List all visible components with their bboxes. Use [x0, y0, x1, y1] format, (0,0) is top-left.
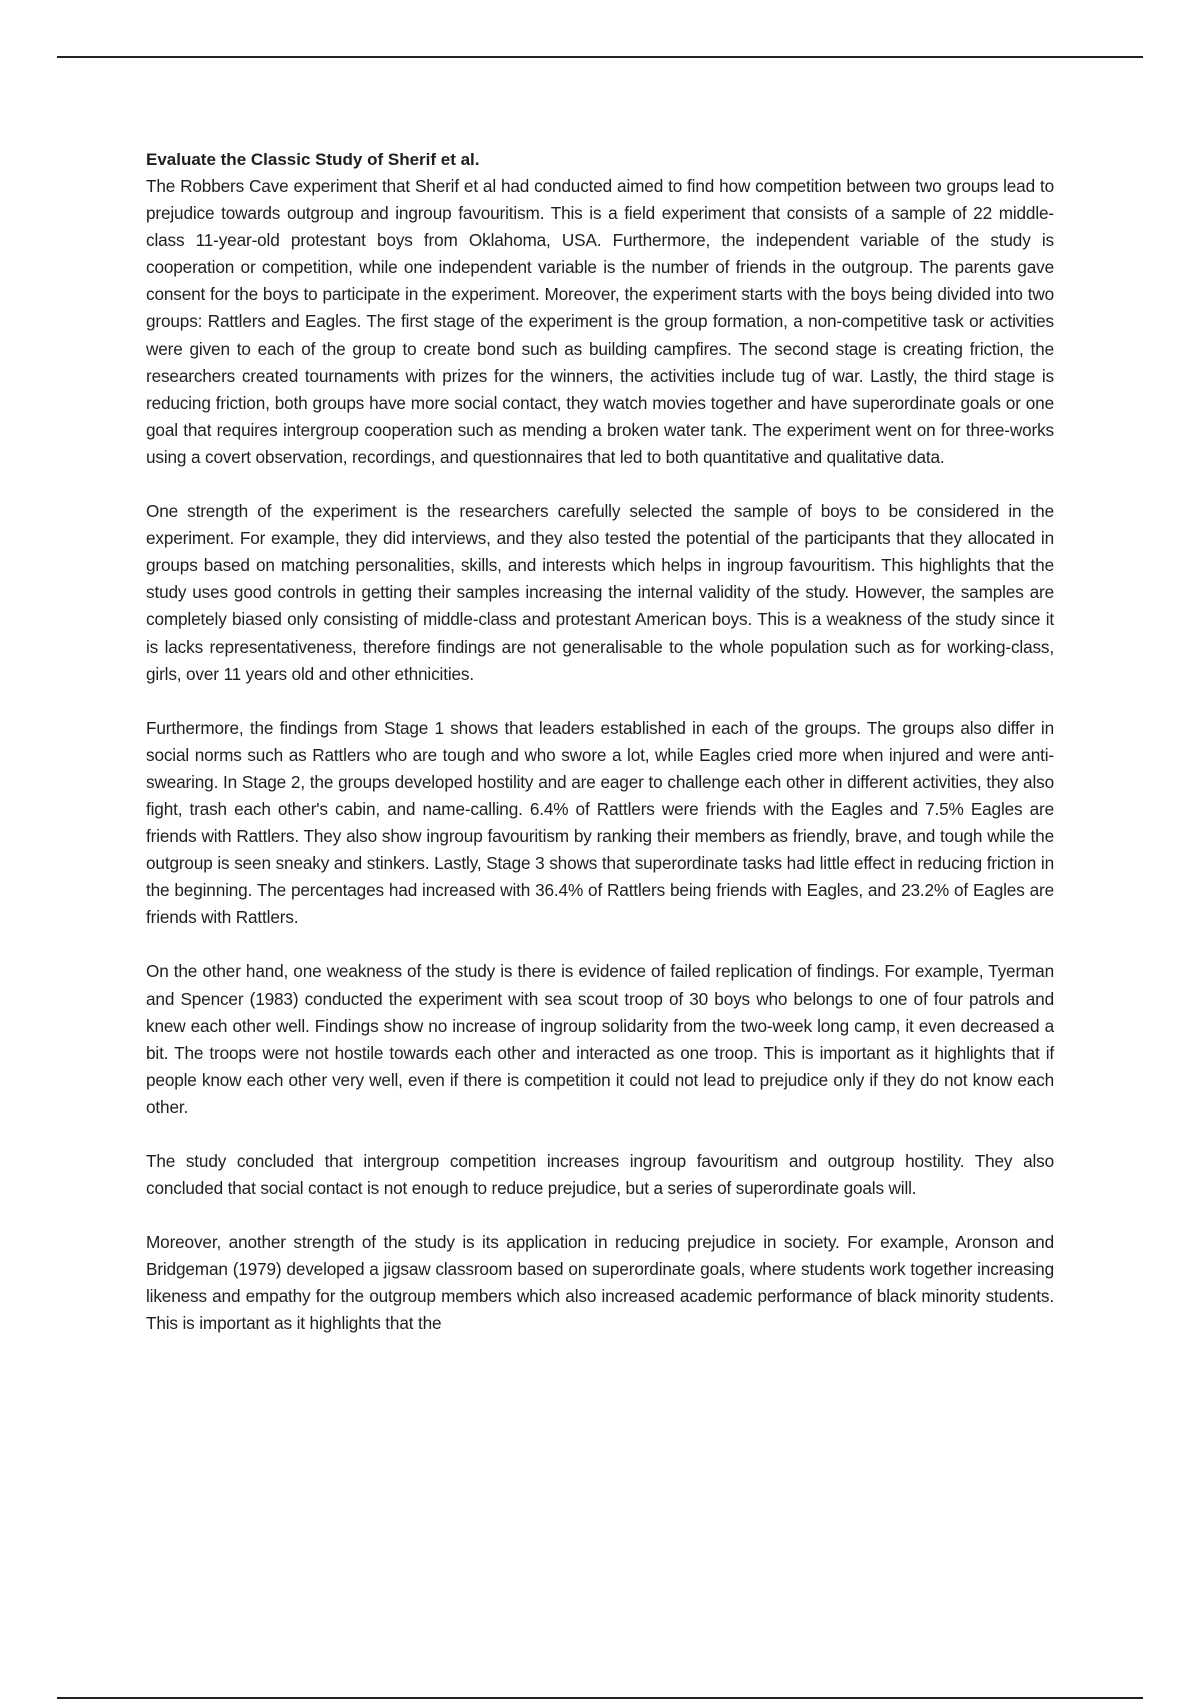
paragraph-introduction: The Robbers Cave experiment that Sherif et al had conducted aimed to find how competition between two groups lead to prejudice towards outgroup and ingroup favouritism. This is a field experiment that consists of a sample of 22 middle-class 11-year-old protestant boys from Oklahoma, USA. Furthermore, the independent variable of the study is cooperation or competition, while one independent variable is the number of friends in the outgroup. The parents gave consent for the boys to participate in the experiment. Moreover, the experiment starts with the boys being divided into two groups: Rattlers and Eagles. The first stage of the experiment is the group formation, a non-competitive task or activities were given to each of the group to create bond such as building campfires. The second stage is creating friction, the researchers created tournaments with prizes for the winners, the activities include tug of war. Lastly, the third stage is reducing friction, both groups have more social contact, they watch movies together and have superordinate goals or one goal that requires intergroup cooperation such as mending a broken water tank. The experiment went on for three-works using a covert observation, recordings, and questionnaires that led to both quantitative and qualitative data. — [146, 176, 1054, 467]
paragraph-findings: Furthermore, the findings from Stage 1 shows that leaders established in each of the groups. The groups also differ in social norms such as Rattlers who are tough and who swore a lot, while Eagles cried more when injured and were anti-swearing. In Stage 2, the groups developed hostility and are eager to challenge each other in different activities, they also fight, trash each other's cabin, and name-calling. 6.4% of Rattlers were friends with the Eagles and 7.5% Eagles are friends with Rattlers. They also show ingroup favouritism by ranking their members as friendly, brave, and tough while the outgroup is seen sneaky and stinkers. Lastly, Stage 3 shows that superordinate tasks had little effect in reducing friction in the beginning. The percentages had increased with 36.4% of Rattlers being friends with Eagles, and 23.2% of Eagles are friends with Rattlers. — [146, 717, 1054, 928]
header-rule — [57, 56, 1143, 58]
paragraph-strength-sampling: One strength of the experiment is the researchers carefully selected the sample of boys to be considered in the experiment. For example, they did interviews, and they also tested the potential of the participants that they allocated in groups based on matching personalities, skills, and interests which helps in ingroup favouritism. This highlights that the study uses good controls in getting their samples increasing the internal validity of the study. However, the samples are completely biased only consisting of middle-class and protestant American boys. This is a weakness of the study since it is lacks representativeness, therefore findings are not generalisable to the whole population such as for working-class, girls, over 11 years old and other ethnicities. — [146, 501, 1054, 684]
document-body — [146, 146, 1054, 1365]
paragraph-weakness-replication: On the other hand, one weakness of the study is there is evidence of failed replication of findings. For example, Tyerman and Spencer (1983) conducted the experiment with sea scout troop of 30 boys who belongs to one of four patrols and knew each other well. Findings show no increase of ingroup solidarity from the two-week long camp, it even decreased a bit. The troops were not hostile towards each other and interacted as one troop. This is important as it highlights that if people know each other very well, even if there is competition it could not lead to prejudice only if they do not know each other. — [146, 961, 1054, 1117]
document-title: Evaluate the Classic Study of Sherif et al. — [146, 150, 480, 169]
paragraph-strength-application: Moreover, another strength of the study is its application in reducing prejudice in society. For example, Aronson and Bridgeman (1979) developed a jigsaw classroom based on superordinate goals, where students work together increasing likeness and empathy for the outgroup members which also increased academic performance of black minority students. This is important as it highlights that the — [146, 1232, 1054, 1334]
footer-rule — [57, 1697, 1143, 1699]
paragraph-conclusion: The study concluded that intergroup competition increases ingroup favouritism and outgroup hostility. They also concluded that social contact is not enough to reduce prejudice, but a series of superordinate goals will. — [146, 1151, 1054, 1199]
